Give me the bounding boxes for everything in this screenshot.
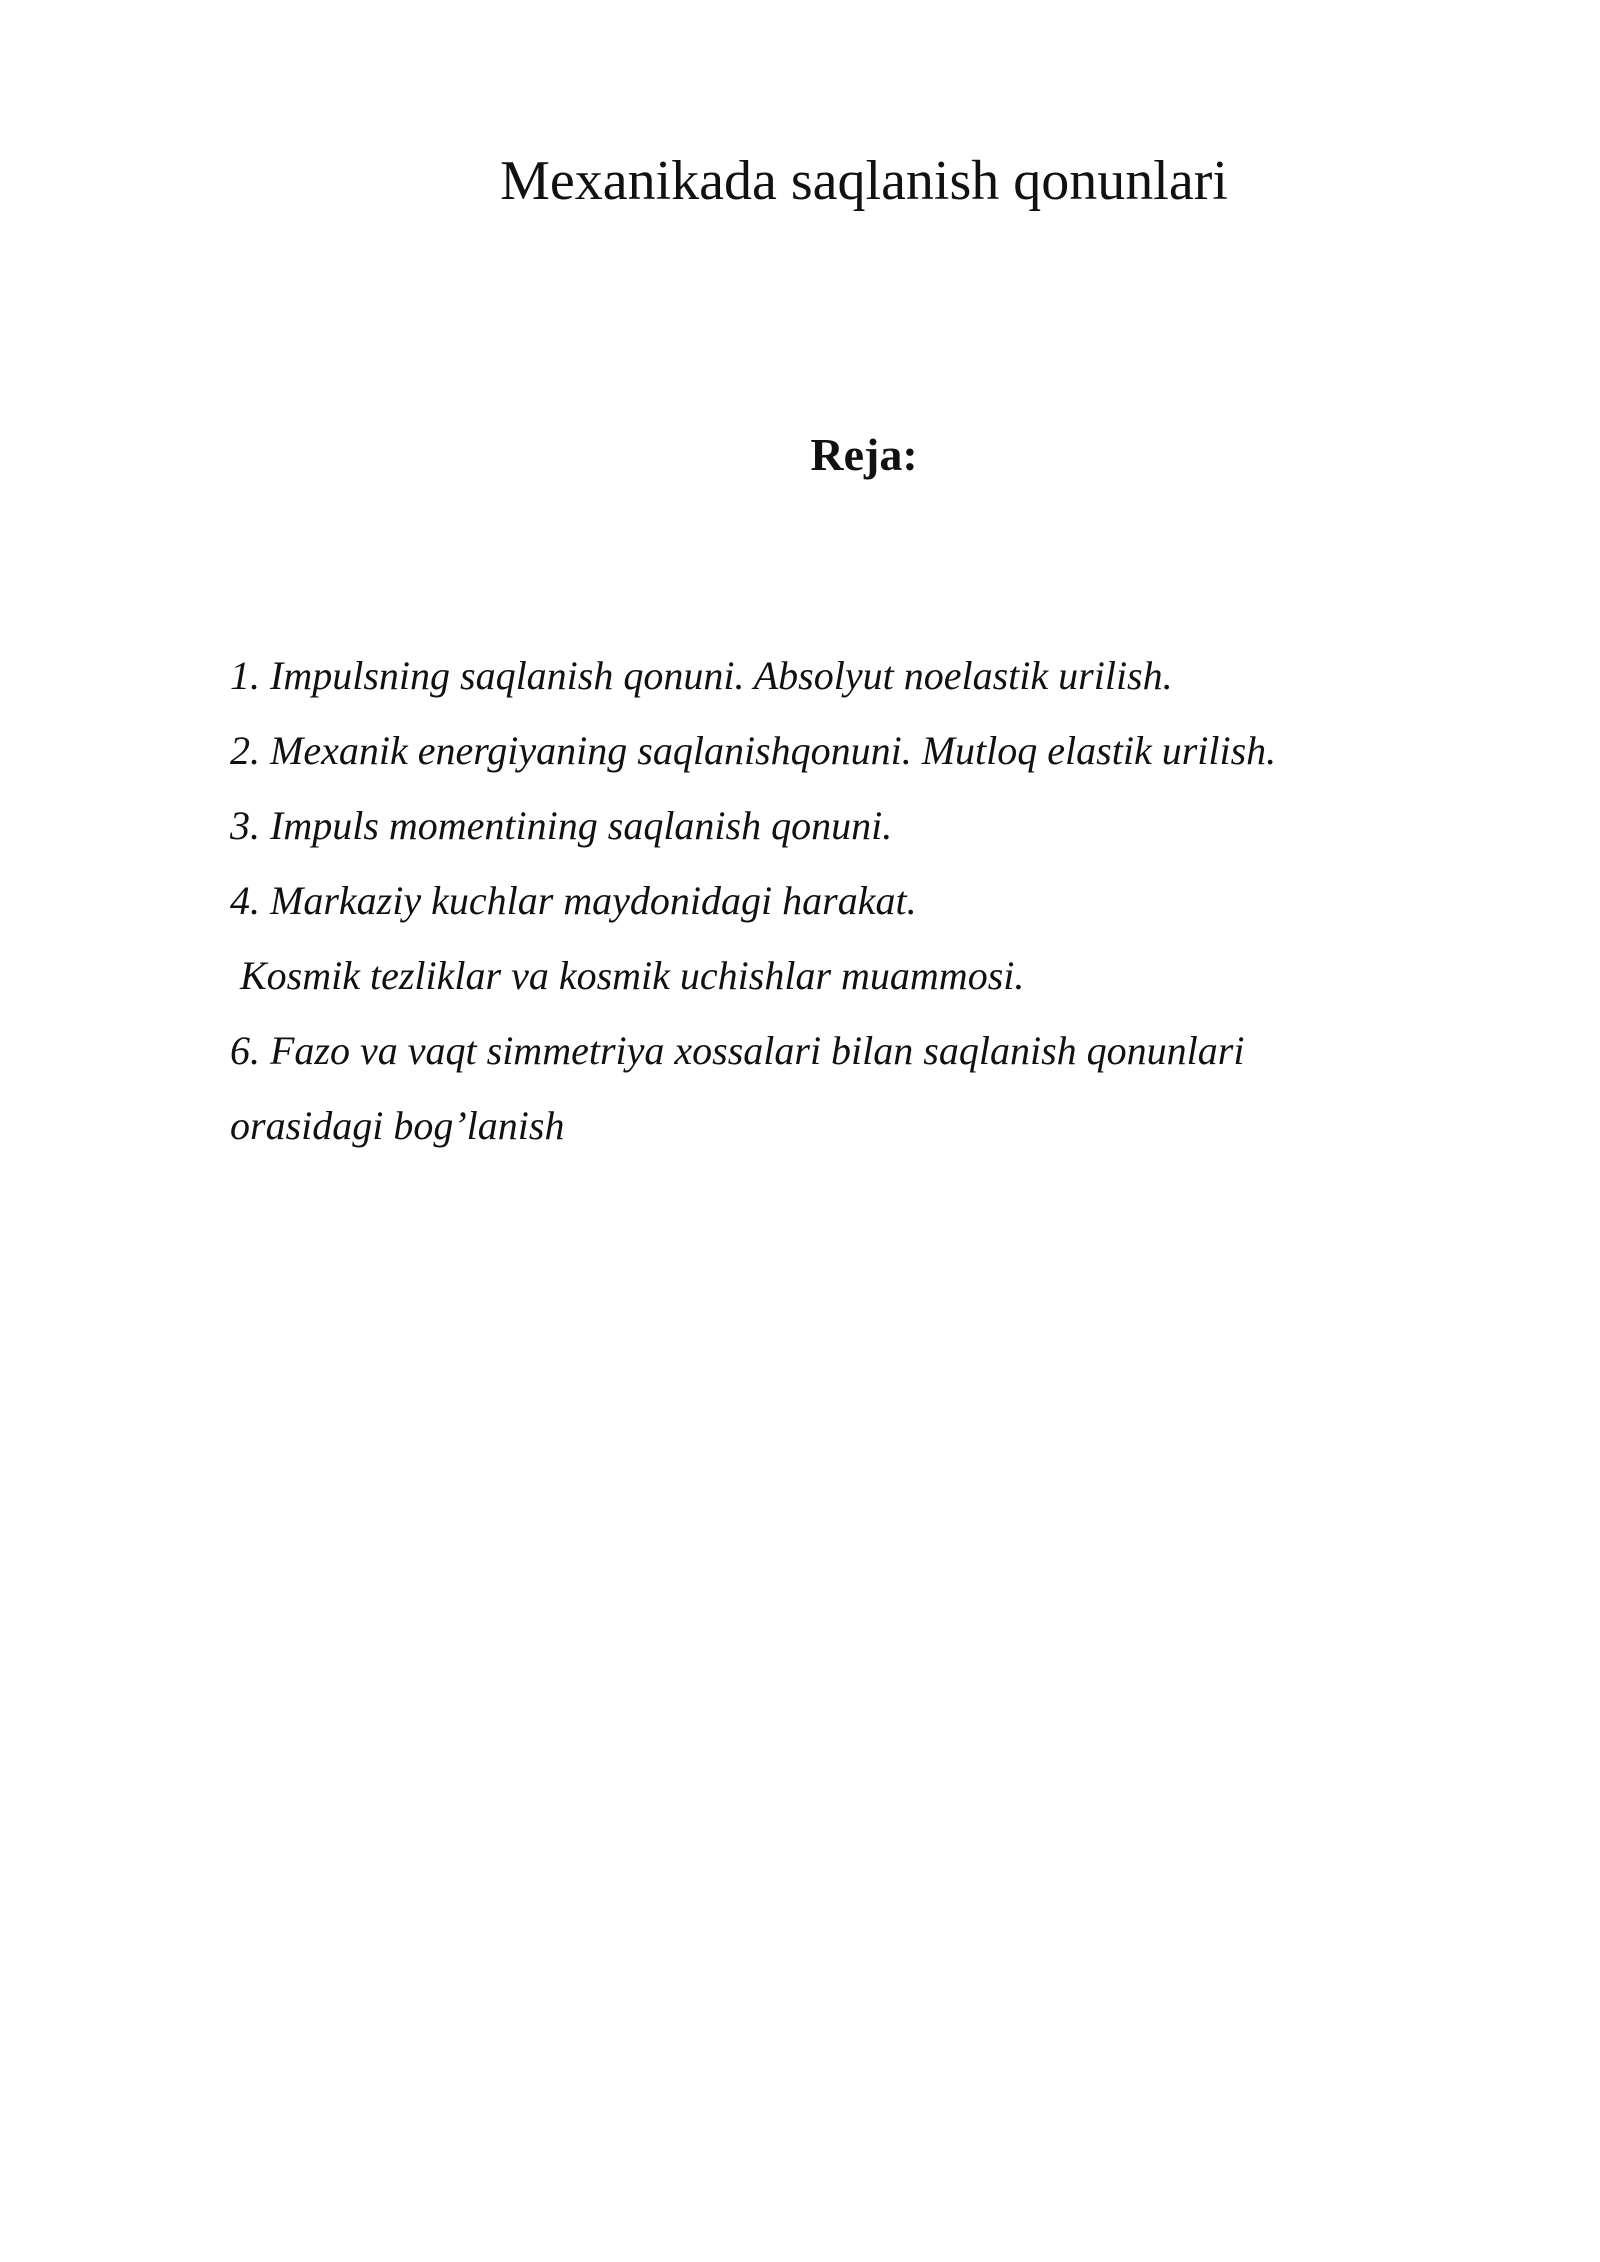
plan-item-5: Kosmik tezliklar va kosmik uchishlar muammosi. [230, 953, 1025, 998]
plan-item-6-continuation: orasidagi bog’lanish [230, 1103, 565, 1148]
plan-item-1: 1. Impulsning saqlanish qonuni. Absolyut noelastik urilish. [230, 653, 1173, 698]
document-title: Mexanikada saqlanish qonunlari [500, 150, 1228, 212]
plan-item-6: 6. Fazo va vaqt simmetriya xossalari bilan saqlanish qonunlari [230, 1028, 1245, 1073]
plan-item-3: 3. Impuls momentining saqlanish qonuni. [230, 803, 893, 848]
plan-heading: Reja: [810, 429, 918, 480]
plan-list [230, 638, 1430, 1163]
plan-item-2: 2. Mexanik energiyaning saqlanishqonuni. Mutloq elastik urilish. [230, 728, 1277, 773]
plan-item-4: 4. Markaziy kuchlar maydonidagi harakat. [230, 878, 917, 923]
